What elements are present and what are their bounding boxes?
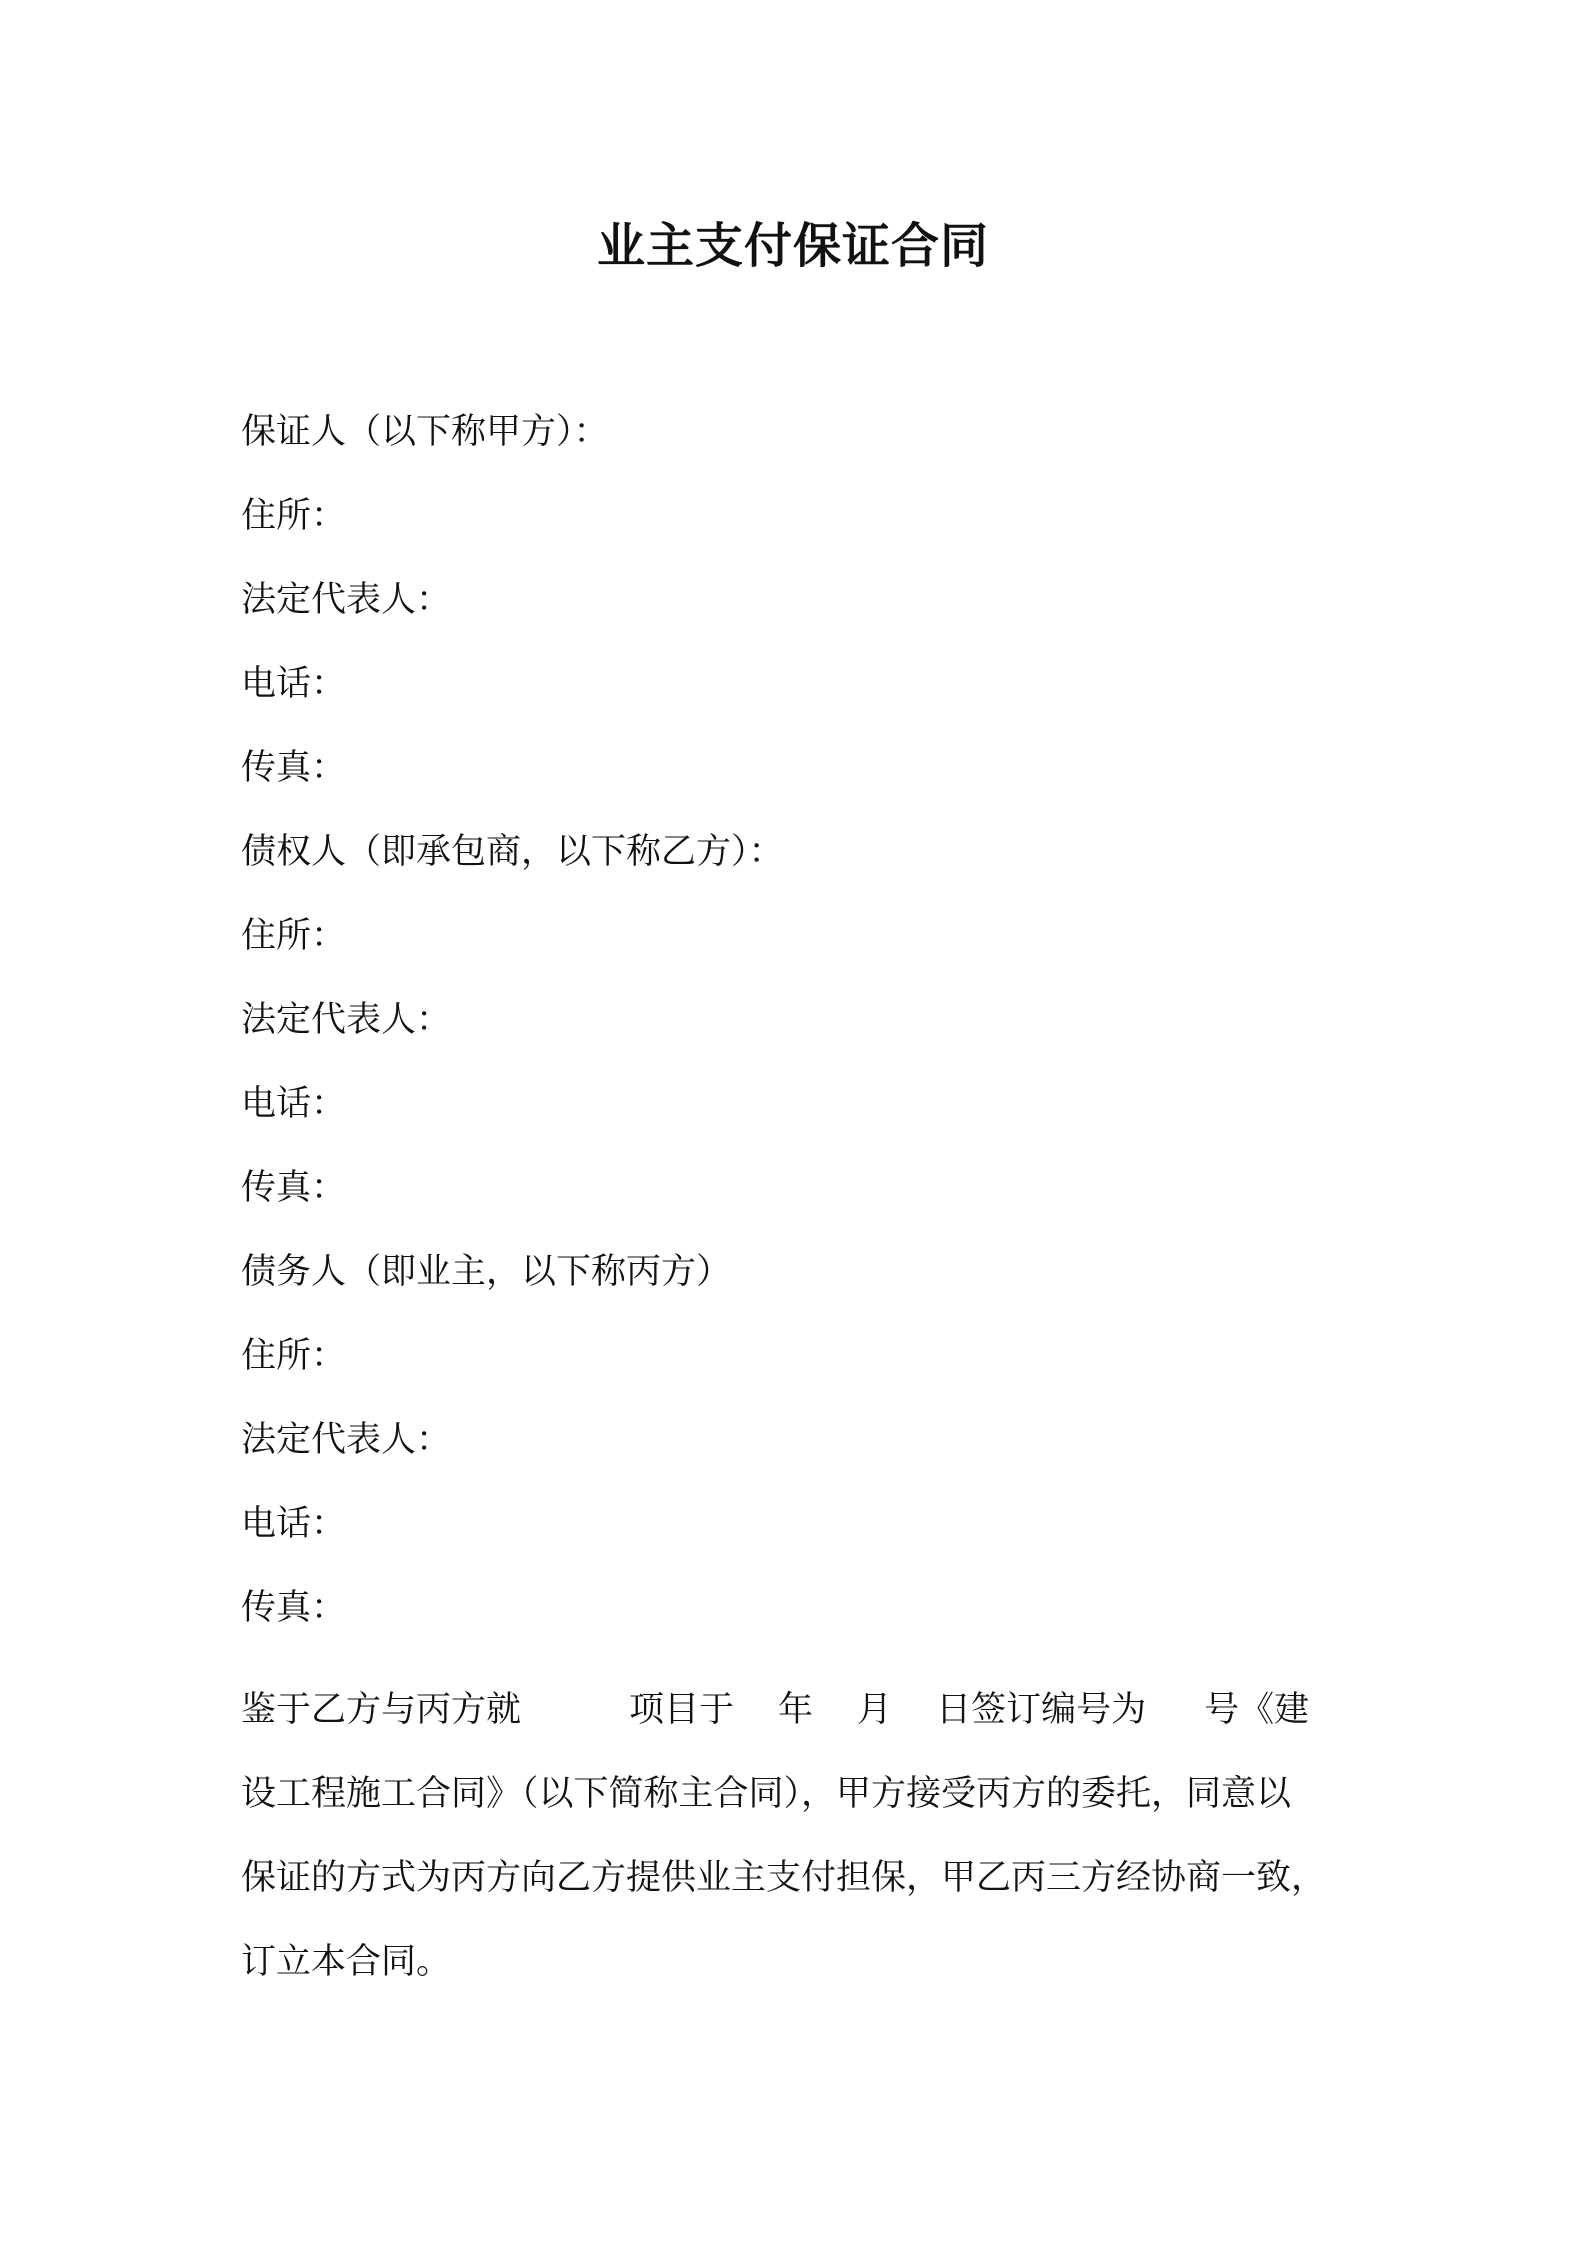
recital-line-4: 订立本合同。 bbox=[241, 1942, 452, 1982]
recital-line-1 bbox=[241, 1668, 1381, 1752]
creditor-fax-label: 传真： bbox=[241, 1168, 347, 1208]
debtor-address-label: 住所： bbox=[241, 1336, 347, 1376]
recital-text-part1: 鉴于乙方与丙方就 bbox=[241, 1690, 522, 1730]
guarantor-representative-label: 法定代表人： bbox=[241, 580, 452, 620]
creditor-label: 债权人（即承包商，以下称乙方）： bbox=[241, 832, 784, 872]
recital-text-part4: 月 bbox=[857, 1690, 893, 1730]
debtor-fax-label: 传真： bbox=[241, 1588, 347, 1628]
debtor-representative-label: 法定代表人： bbox=[241, 1420, 452, 1460]
creditor-phone-label: 电话： bbox=[241, 1084, 347, 1124]
recital-text-part6: 号《建 bbox=[1204, 1690, 1310, 1730]
guarantor-label: 保证人（以下称甲方）： bbox=[241, 412, 609, 452]
creditor-representative-label: 法定代表人： bbox=[241, 1000, 452, 1040]
creditor-address-label: 住所： bbox=[241, 916, 347, 956]
recital-text-part3: 年 bbox=[778, 1690, 814, 1730]
recital-text-part5: 日签订编号为 bbox=[936, 1690, 1147, 1730]
guarantor-phone-label: 电话： bbox=[241, 664, 347, 704]
debtor-phone-label: 电话： bbox=[241, 1504, 347, 1544]
debtor-label: 债务人（即业主，以下称丙方） bbox=[241, 1252, 732, 1292]
guarantor-fax-label: 传真： bbox=[241, 748, 347, 788]
guarantor-address-label: 住所： bbox=[241, 496, 347, 536]
party-info-list bbox=[241, 408, 1381, 1668]
recital-line-2: 设工程施工合同》（以下简称主合同），甲方接受丙方的委托，同意以 bbox=[241, 1774, 1292, 1814]
recital-line-3: 保证的方式为丙方向乙方提供业主支付担保，甲乙丙三方经协商一致， bbox=[241, 1858, 1327, 1898]
recital-text-part2: 项目于 bbox=[629, 1690, 735, 1730]
recital-paragraph bbox=[241, 1668, 1381, 2004]
document-title: 业主支付保证合同 bbox=[596, 218, 989, 274]
